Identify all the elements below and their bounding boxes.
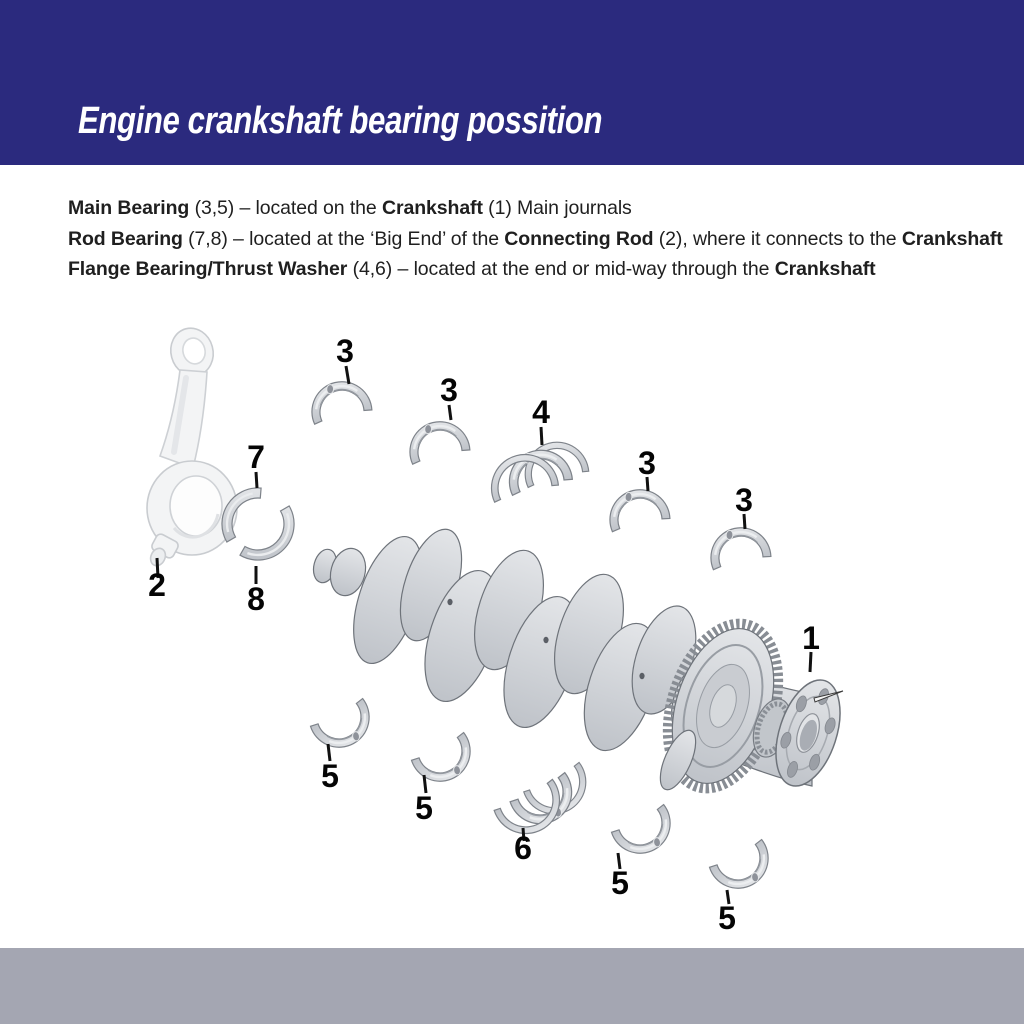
callout-7: 7 (247, 439, 265, 475)
term-crankshaft: Crankshaft (774, 258, 876, 280)
callout-5a: 5 (321, 758, 339, 794)
text-segment: (1) Main journals (482, 197, 632, 219)
callout-3d: 3 (735, 482, 753, 518)
text-segment: (3,5) – located on the (189, 197, 382, 219)
callout-8: 8 (247, 581, 265, 617)
callout-5b: 5 (415, 790, 433, 826)
term-connecting-rod: Connecting Rod (504, 227, 654, 250)
lower-main-bearing-shell (310, 698, 380, 758)
callout-3c: 3 (638, 445, 656, 481)
callout-4: 4 (532, 394, 550, 430)
term-crankshaft: Crankshaft (381, 197, 483, 219)
term-flange-bearing: Flange Bearing/Thrust Washer (68, 258, 348, 280)
callout-3a: 3 (336, 333, 354, 369)
callout-5c: 5 (611, 865, 629, 901)
upper-main-bearing-shell (306, 375, 373, 424)
lower-main-bearing-shell (611, 804, 681, 864)
footer-band (0, 948, 1024, 1024)
lower-flange-thrust-bearing (494, 762, 597, 845)
upper-flange-thrust-bearing (484, 435, 589, 502)
upper-main-bearing-shell (604, 484, 670, 532)
lower-main-bearing-shell (709, 839, 779, 899)
text-segment: (4,6) – located at the end or mid-way through the (347, 258, 775, 280)
upper-main-bearing-shell (404, 415, 471, 464)
crankshaft-illustration (310, 522, 852, 803)
callout-5d: 5 (718, 900, 736, 936)
term-main-bearing: Main Bearing (68, 197, 190, 219)
term-rod-bearing: Rod Bearing (68, 227, 183, 250)
callout-2: 2 (148, 567, 166, 603)
term-crankshaft: Crankshaft (901, 227, 1003, 250)
callout-6: 6 (514, 830, 532, 866)
page-title: Engine crankshaft bearing possition (78, 100, 603, 143)
callout-3b: 3 (440, 372, 458, 408)
upper-main-bearing-shell (705, 522, 771, 570)
text-segment: (7,8) – located at the ‘Big End’ of the (182, 227, 505, 250)
text-segment: (2), where it connects to the (653, 227, 902, 250)
lower-main-bearing-shell (411, 732, 481, 792)
callout-1: 1 (802, 620, 820, 656)
